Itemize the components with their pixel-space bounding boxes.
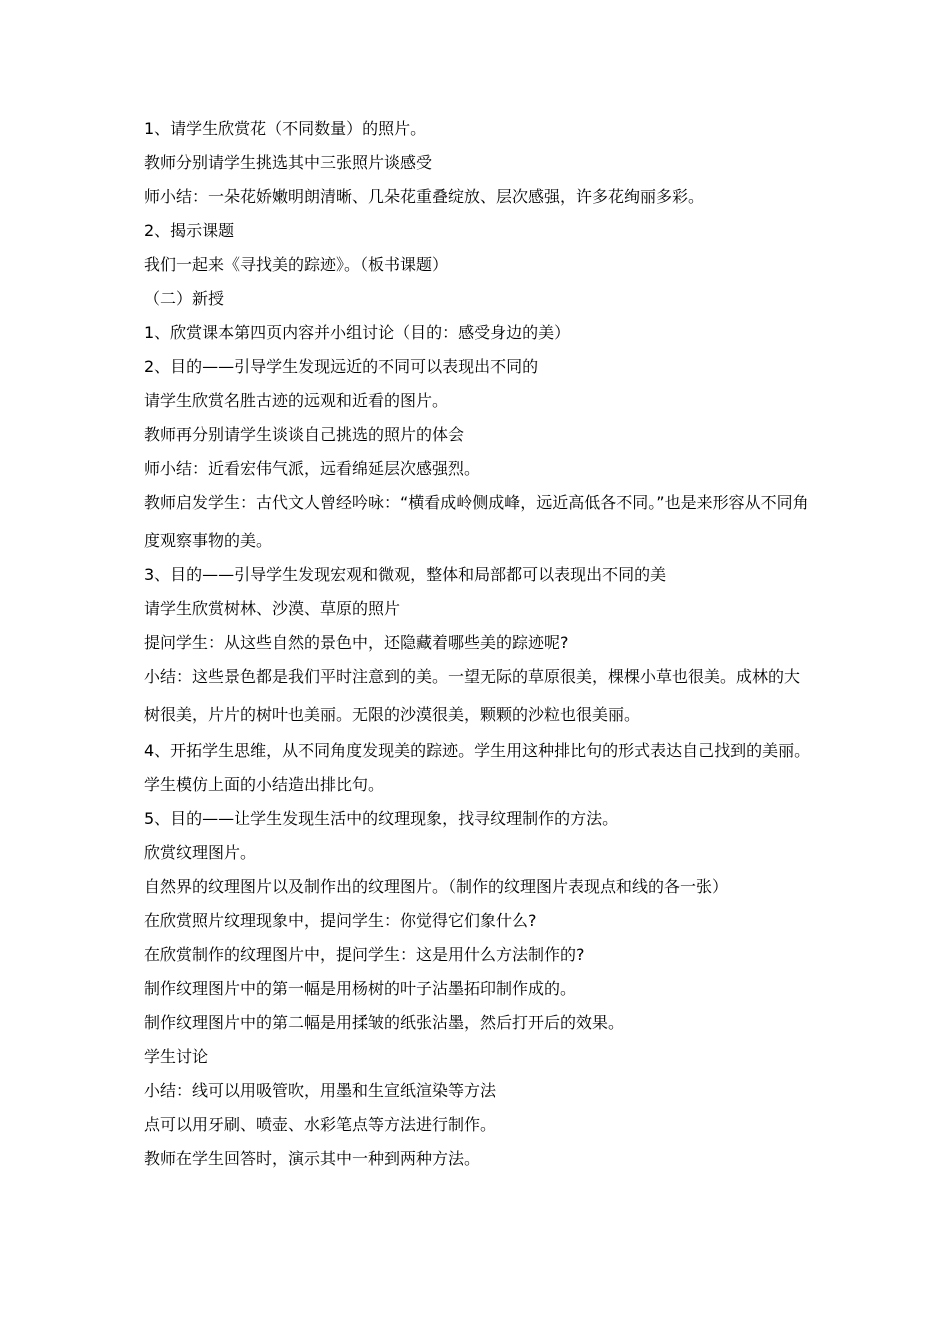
paragraph-3: 师小结：一朵花娇嫩明朗清晰、几朵花重叠绽放、层次感强，许多花绚丽多彩。	[144, 187, 705, 206]
paragraph-19: 5、目的——让学生发现生活中的纹理现象，找寻纹理制作的方法。	[144, 809, 619, 828]
paragraph-14: 请学生欣赏树林、沙漠、草原的照片	[144, 599, 401, 618]
paragraph-27: 小结：线可以用吸管吹，用墨和生宣纸渲染等方法	[144, 1081, 497, 1100]
paragraph-2: 教师分别请学生挑选其中三张照片谈感受	[144, 153, 433, 172]
paragraph-20: 欣赏纹理图片。	[144, 843, 257, 862]
paragraph-23: 在欣赏制作的纹理图片中，提问学生：这是用什么方法制作的?	[144, 945, 585, 964]
paragraph-9: 请学生欣赏名胜古迹的远观和近看的图片。	[144, 391, 449, 410]
paragraph-21: 自然界的纹理图片以及制作出的纹理图片。（制作的纹理图片表现点和线的各一张）	[144, 877, 729, 896]
paragraph-13: 3、目的——引导学生发现宏观和微观，整体和局部都可以表现出不同的美	[144, 565, 667, 584]
paragraph-4: 2、揭示课题	[144, 221, 235, 240]
paragraph-29: 教师在学生回答时，演示其中一种到两种方法。	[144, 1149, 481, 1168]
paragraph-10: 教师再分别请学生谈谈自己挑选的照片的体会	[144, 425, 465, 444]
paragraph-12: 教师启发学生：古代文人曾经吟咏：“横看成岭侧成峰，远近高低各不同。”也是来形容从不同角度观察事物的美。	[144, 493, 809, 550]
paragraph-15: 提问学生：从这些自然的景色中，还隐藏着哪些美的踪迹呢?	[144, 633, 569, 652]
paragraph-28: 点可以用牙刷、喷壶、水彩笔点等方法进行制作。	[144, 1115, 497, 1134]
paragraph-18: 学生模仿上面的小结造出排比句。	[144, 775, 385, 794]
paragraph-5: 我们一起来《寻找美的踪迹》。（板书课题）	[144, 255, 449, 274]
paragraph-11: 师小结：近看宏伟气派，远看绵延层次感强烈。	[144, 459, 481, 478]
paragraph-26: 学生讨论	[144, 1047, 209, 1066]
document-body	[144, 112, 812, 1176]
paragraph-1: 1、请学生欣赏花（不同数量）的照片。	[144, 119, 427, 138]
paragraph-17: 4、开拓学生思维，从不同角度发现美的踪迹。学生用这种排比句的形式表达自己找到的美丽。	[144, 741, 811, 760]
paragraph-24: 制作纹理图片中的第一幅是用杨树的叶子沾墨拓印制作成的。	[144, 979, 577, 998]
paragraph-7: 1、欣赏课本第四页内容并小组讨论（目的：感受身边的美）	[144, 323, 571, 342]
paragraph-25: 制作纹理图片中的第二幅是用揉皱的纸张沾墨，然后打开后的效果。	[144, 1013, 625, 1032]
paragraph-22: 在欣赏照片纹理现象中，提问学生：你觉得它们象什么?	[144, 911, 537, 930]
paragraph-8: 2、目的——引导学生发现远近的不同可以表现出不同的	[144, 357, 539, 376]
paragraph-16: 小结：这些景色都是我们平时注意到的美。一望无际的草原很美，棵棵小草也很美。成林的大树很美，片片的树叶也美丽。无限的沙漠很美，颗颗的沙粒也很美丽。	[144, 667, 801, 724]
section-heading-new-lesson: （二）新授	[144, 289, 225, 308]
